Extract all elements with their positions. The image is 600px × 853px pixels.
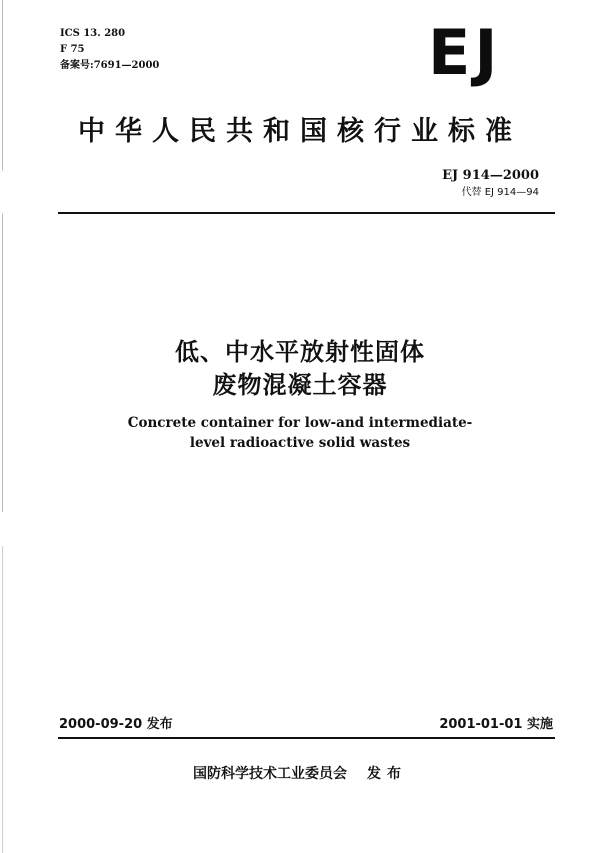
ej-logo: EJ (428, 16, 502, 89)
footer-divider (58, 737, 555, 739)
classification-block (60, 26, 159, 74)
ccs-code: F 75 (60, 44, 85, 55)
standard-number: EJ 914—2000 (442, 168, 539, 183)
header-divider (58, 212, 555, 214)
issuing-authority (0, 764, 600, 784)
chinese-title-line-2: 废物混凝土容器 (212, 371, 388, 399)
ics-code: ICS 13. 280 (60, 28, 126, 39)
issue-date: 2000-09-20 发布 (59, 717, 173, 732)
chinese-title-line-1: 低、中水平放射性固体 (175, 338, 425, 366)
standard-category-title: 中华人民共和国核行业标准 (78, 116, 522, 147)
implementation-date: 2001-01-01 实施 (439, 717, 553, 732)
issuer-name: 国防科学技术工业委员会 (193, 766, 347, 782)
english-title-line-1: Concrete container for low-and intermediate- (127, 415, 473, 431)
replaces-standard: 代替 EJ 914—94 (461, 187, 539, 198)
issuer-verb: 发布 (367, 766, 407, 782)
english-title-line-2: level radioactive solid wastes (189, 435, 411, 451)
filing-number: 备案号:7691—2000 (60, 60, 160, 71)
